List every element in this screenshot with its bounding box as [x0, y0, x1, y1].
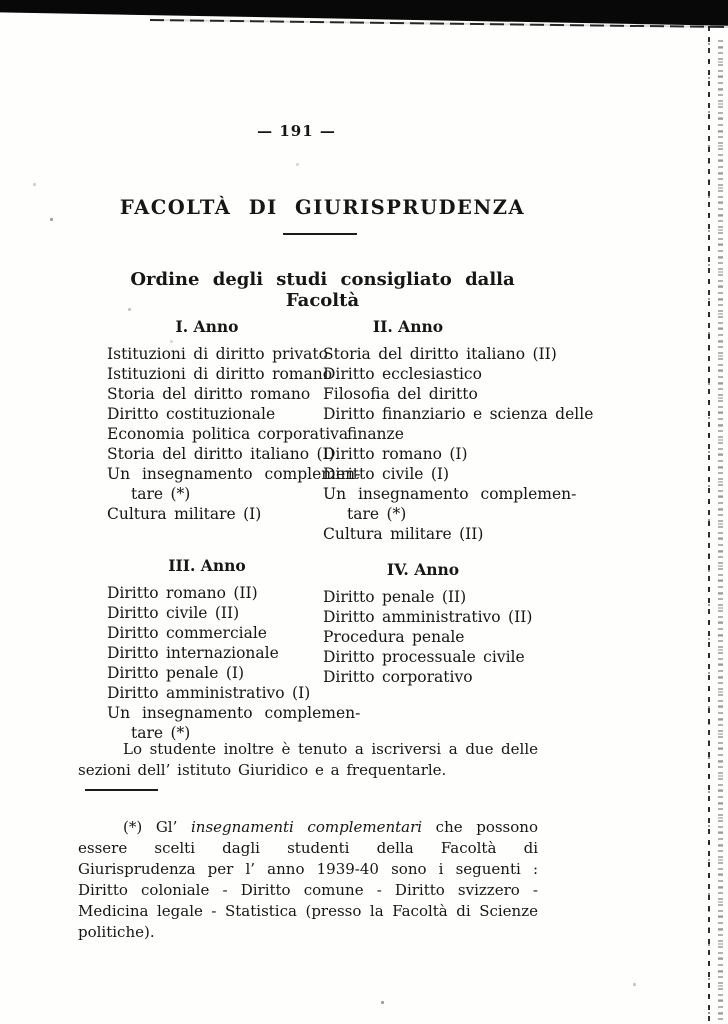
- course-line: Cultura militare (II): [323, 525, 484, 543]
- course-line: Diritto civile (II): [107, 604, 240, 622]
- course-list-4: [323, 587, 555, 687]
- scan-right-dotted-line-2: [718, 40, 723, 1024]
- scan-speck: [633, 983, 636, 986]
- year-section-2: [323, 317, 594, 544]
- year-header-3: III. Anno: [168, 556, 246, 575]
- course-line: Un insegnamento complemen-: [323, 485, 577, 503]
- year-section-1: [107, 317, 361, 524]
- course-line: Diritto romano (I): [323, 445, 468, 463]
- course-line: Istituzioni di diritto romano: [107, 365, 333, 383]
- course-line: tare (*): [131, 724, 191, 742]
- footnote: [78, 817, 538, 943]
- course-line: Un insegnamento complemen-: [107, 465, 361, 483]
- footnote-italic-term: insegnamenti complementari: [190, 818, 423, 836]
- page-title: FACOLTÀ DI GIURISPRUDENZA: [119, 196, 526, 219]
- scan-speck: [296, 163, 299, 166]
- course-line: tare (*): [347, 505, 407, 523]
- footnote-separator-rule: [85, 789, 158, 791]
- course-line: Un insegnamento complemen-: [107, 704, 361, 722]
- course-line: Diritto internazionale: [107, 644, 279, 662]
- footnote-marker: (*) Gl’: [123, 818, 191, 836]
- course-line: Storia del diritto romano: [107, 385, 311, 403]
- course-line: finanze: [347, 425, 404, 443]
- course-line: Diritto ecclesiastico: [323, 365, 482, 383]
- course-list-2: [323, 344, 594, 544]
- course-line: Diritto romano (II): [107, 584, 258, 602]
- scan-right-dotted-line: [708, 26, 710, 1024]
- course-line: Economia politica corporativa: [107, 425, 349, 443]
- course-line: Storia del diritto italiano (I): [107, 445, 335, 463]
- course-line: Diritto amministrativo (I): [107, 684, 311, 702]
- course-line: Diritto amministrativo (II): [323, 608, 533, 626]
- year-section-4: [323, 560, 555, 687]
- course-line: Filosofia del diritto: [323, 385, 478, 403]
- course-line: Diritto penale (I): [107, 664, 245, 682]
- year-section-3: [107, 556, 361, 743]
- subtitle: Ordine degli studi consigliato dalla Facoltà: [130, 269, 515, 311]
- year-header-4: IV. Anno: [386, 560, 460, 579]
- scan-speck: [33, 183, 36, 186]
- course-line: Diritto civile (I): [323, 465, 450, 483]
- course-line: Diritto costituzionale: [107, 405, 276, 423]
- page-number: — 191 —: [257, 122, 336, 140]
- footnote-text: che possono essere scelti dagli studenti della Facoltà di Giurisprudenza per l’ anno 1939-40 sono i seguenti : Diritto coloniale - Diritto comune - Diritto svizzero - Medicina legale - Statistica (presso la Facoltà di Scienze politiche).: [78, 818, 538, 941]
- course-line: Procedura penale: [323, 628, 465, 646]
- course-line: Istituzioni di diritto privato: [107, 345, 328, 363]
- body-paragraph: Lo studente inoltre è tenuto a iscriversi a due delle sezioni dell’ istituto Giuridico e a frequentarle.: [78, 740, 538, 779]
- year-header-1: I. Anno: [175, 317, 239, 336]
- course-line: Diritto commerciale: [107, 624, 267, 642]
- scan-speck: [50, 218, 53, 221]
- course-line: Diritto processuale civile: [323, 648, 525, 666]
- course-line: tare (*): [131, 485, 191, 503]
- course-line: Diritto finanziario e scienza delle: [323, 405, 594, 423]
- course-line: Cultura militare (I): [107, 505, 262, 523]
- course-line: Storia del diritto italiano (II): [323, 345, 557, 363]
- title-rule: [283, 233, 357, 235]
- year-header-2: II. Anno: [372, 317, 444, 336]
- course-line: Diritto corporativo: [323, 668, 473, 686]
- scan-speck: [381, 1001, 384, 1004]
- course-list-3: [107, 583, 361, 743]
- course-line: Diritto penale (II): [323, 588, 467, 606]
- course-list-1: [107, 344, 361, 524]
